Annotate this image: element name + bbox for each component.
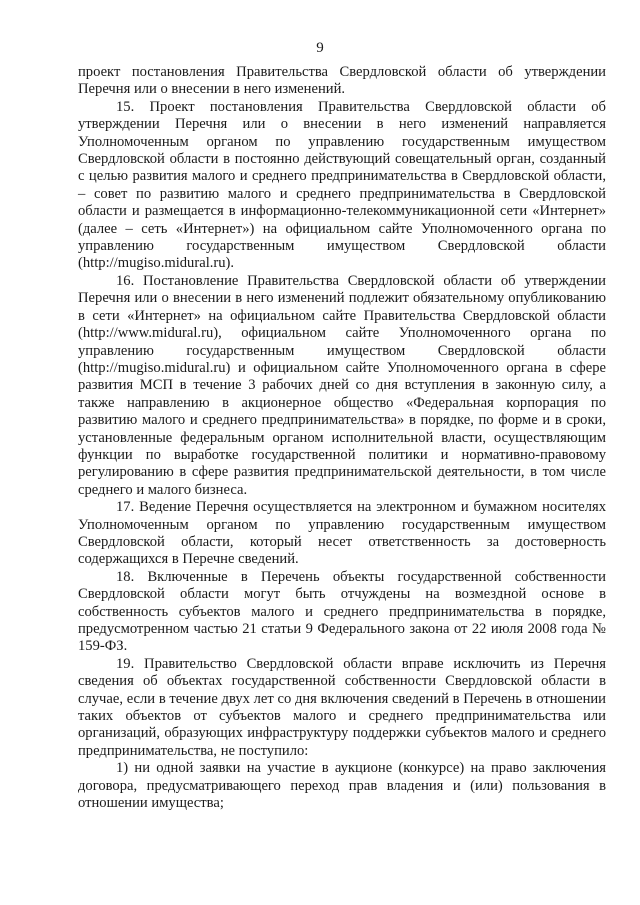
paragraph-15: 15. Проект постановления Правительства Свердловской области об утверждении Перечня или о внесении в него изменений направляется Уполномоченным органом по управлению государственным имуществом Свердловской области в постоянно действующий совещательный орган, созданный с целью развития малого и среднего предпринимательства в Свердловской области, – совет по развитию малого и среднего предпринимательства в Свердловской области и размещается в информационно-телекоммуникационной сети «Интернет» (далее – сеть «Интернет») на официальном сайте Уполномоченного органа по управлению государственным имуществом Свердловской области (http://mugiso.midural.ru). (78, 98, 606, 272)
paragraph-19-item-1: 1) ни одной заявки на участие в аукционе (конкурсе) на право заключения договора, предусматривающего переход прав владения и (или) пользования в отношении имущества; (78, 760, 606, 812)
paragraph-continuation: проект постановления Правительства Свердловской области об утверждении Перечня или о внесении в него изменений. (78, 64, 606, 98)
document-body (78, 64, 606, 812)
paragraph-17: 17. Ведение Перечня осуществляется на электронном и бумажном носителях Уполномоченным органом по управлению государственным имуществом Свердловской области, который несет ответственность за достоверность содержащихся в Перечне сведений. (78, 499, 606, 568)
page-number: 9 (316, 40, 324, 56)
paragraph-16: 16. Постановление Правительства Свердловской области об утверждении Перечня или о внесении в него изменений подлежит обязательному опубликованию в сети «Интернет» на официальном сайте Правительства Свердловской области (http://www.midural.ru), официальном сайте Уполномоченного органа по управлению государственным имуществом Свердловской области (http://mugiso.midural.ru) и официальном сайте Уполномоченного органа в сфере развития МСП в течение 3 рабочих дней со дня вступления в законную силу, а также направлению в акционерное общество «Федеральная корпорация по развитию малого и среднего предпринимательства» в порядке, по форме и в сроки, установленные федеральным органом исполнительной власти, осуществляющим функции по выработке государственной политики и нормативно-правовому регулированию в сфере развития предпринимательской деятельности, в том числе среднего и малого бизнеса. (78, 272, 606, 498)
paragraph-19: 19. Правительство Свердловской области вправе исключить из Перечня сведения об объектах государственной собственности Свердловской области в случае, если в течение двух лет со дня включения сведений в Перечень в отношении таких объектов от субъектов малого и среднего предпринимательства или организаций, образующих инфраструктуру поддержки субъектов малого и среднего предпринимательства, не поступило: (78, 655, 606, 759)
paragraph-18: 18. Включенные в Перечень объекты государственной собственности Свердловской области могут быть отчуждены на возмездной основе в собственность субъектов малого и среднего предпринимательства в порядке, предусмотренном частью 21 статьи 9 Федерального закона от 22 июля 2008 года № 159-ФЗ. (78, 568, 606, 655)
